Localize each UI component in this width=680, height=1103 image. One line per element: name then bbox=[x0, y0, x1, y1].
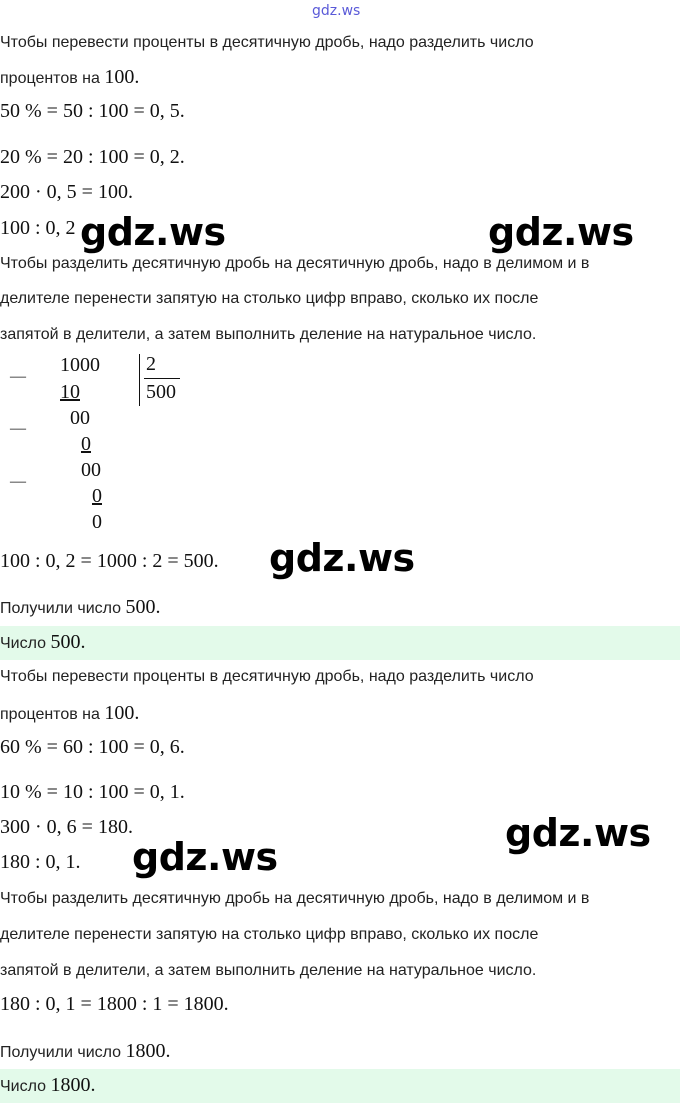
answer-line-1 bbox=[0, 631, 85, 654]
equation-product: 200 · 0, 5 = 100. bbox=[0, 181, 133, 203]
step-3-subtrahend: 0 bbox=[92, 485, 102, 507]
result-line bbox=[0, 1040, 171, 1063]
equation-division-result: 180 : 0, 1 = 1800 : 1 = 1800. bbox=[0, 993, 229, 1015]
equation-percent-1: 60 % = 60 : 100 = 0, 6. bbox=[0, 736, 185, 758]
equation-division: 100 : 0, 2 bbox=[0, 217, 76, 239]
dividend: 1000 bbox=[60, 354, 100, 376]
percent-rule-text: процентов на bbox=[0, 706, 105, 723]
answer-line-2 bbox=[0, 1074, 95, 1097]
percent-rule-line-2 bbox=[0, 66, 139, 89]
division-vertical-bar-top bbox=[139, 354, 140, 378]
equation-percent-2: 20 % = 20 : 100 = 0, 2. bbox=[0, 146, 185, 168]
minus-sign-2: — bbox=[10, 420, 26, 437]
equation-division-result: 100 : 0, 2 = 1000 : 2 = 500. bbox=[0, 550, 219, 572]
division-rule-line-3: запятой в делители, а затем выполнить деление на натуральное число. bbox=[0, 326, 537, 343]
quotient: 500 bbox=[146, 381, 176, 403]
step-1-remainder: 00 bbox=[70, 407, 90, 429]
answer-highlight-2 bbox=[0, 1069, 680, 1103]
equation-division: 180 : 0, 1. bbox=[0, 851, 81, 873]
step-2-remainder: 00 bbox=[81, 459, 101, 481]
result-number: 1800. bbox=[125, 1040, 171, 1062]
step-2-subtrahend: 0 bbox=[81, 433, 91, 455]
percent-rule-number: 100. bbox=[104, 66, 140, 88]
answer-number: 1800. bbox=[50, 1074, 96, 1096]
result-number: 500. bbox=[125, 596, 161, 618]
watermark-logo: gdz.ws bbox=[269, 536, 415, 580]
division-rule-line-2: делителе перенести запятую на столько цифр вправо, сколько их после bbox=[0, 290, 539, 307]
equation-product: 300 · 0, 6 = 180. bbox=[0, 816, 133, 838]
percent-rule-line-1: Чтобы перевести проценты в десятичную дробь, надо разделить число bbox=[0, 34, 534, 51]
result-text: Получили число bbox=[0, 1044, 126, 1061]
percent-rule-line-1: Чтобы перевести проценты в десятичную дробь, надо разделить число bbox=[0, 668, 534, 685]
result-line bbox=[0, 596, 161, 619]
step-1-subtrahend: 10 bbox=[60, 381, 80, 403]
equation-percent-2: 10 % = 10 : 100 = 0, 1. bbox=[0, 781, 185, 803]
watermark-logo: gdz.ws bbox=[488, 210, 634, 254]
percent-rule-number: 100. bbox=[104, 702, 140, 724]
site-header-link[interactable]: gdz.ws bbox=[312, 3, 361, 19]
percent-rule-text: процентов на bbox=[0, 70, 105, 87]
answer-number: 500. bbox=[50, 631, 86, 653]
answer-text: Число bbox=[0, 1078, 51, 1095]
answer-highlight-1 bbox=[0, 626, 680, 660]
minus-sign-1: — bbox=[10, 368, 26, 385]
division-rule-line-1: Чтобы разделить десятичную дробь на десятичную дробь, надо в делимом и в bbox=[0, 890, 590, 907]
answer-text: Число bbox=[0, 635, 51, 652]
percent-rule-line-2 bbox=[0, 702, 139, 725]
divisor-underline bbox=[144, 378, 180, 379]
result-text: Получили число bbox=[0, 600, 126, 617]
division-rule-line-1: Чтобы разделить десятичную дробь на десятичную дробь, надо в делимом и в bbox=[0, 255, 590, 272]
watermark-logo: gdz.ws bbox=[80, 210, 226, 254]
divisor: 2 bbox=[146, 353, 156, 375]
equation-percent-1: 50 % = 50 : 100 = 0, 5. bbox=[0, 100, 185, 122]
division-vertical-bar-bottom bbox=[139, 378, 140, 406]
watermark-logo: gdz.ws bbox=[505, 811, 651, 855]
watermark-logo: gdz.ws bbox=[132, 835, 278, 879]
final-remainder: 0 bbox=[92, 511, 102, 533]
division-rule-line-2: делителе перенести запятую на столько цифр вправо, сколько их после bbox=[0, 926, 539, 943]
minus-sign-3: — bbox=[10, 473, 26, 490]
division-rule-line-3: запятой в делители, а затем выполнить деление на натуральное число. bbox=[0, 962, 537, 979]
